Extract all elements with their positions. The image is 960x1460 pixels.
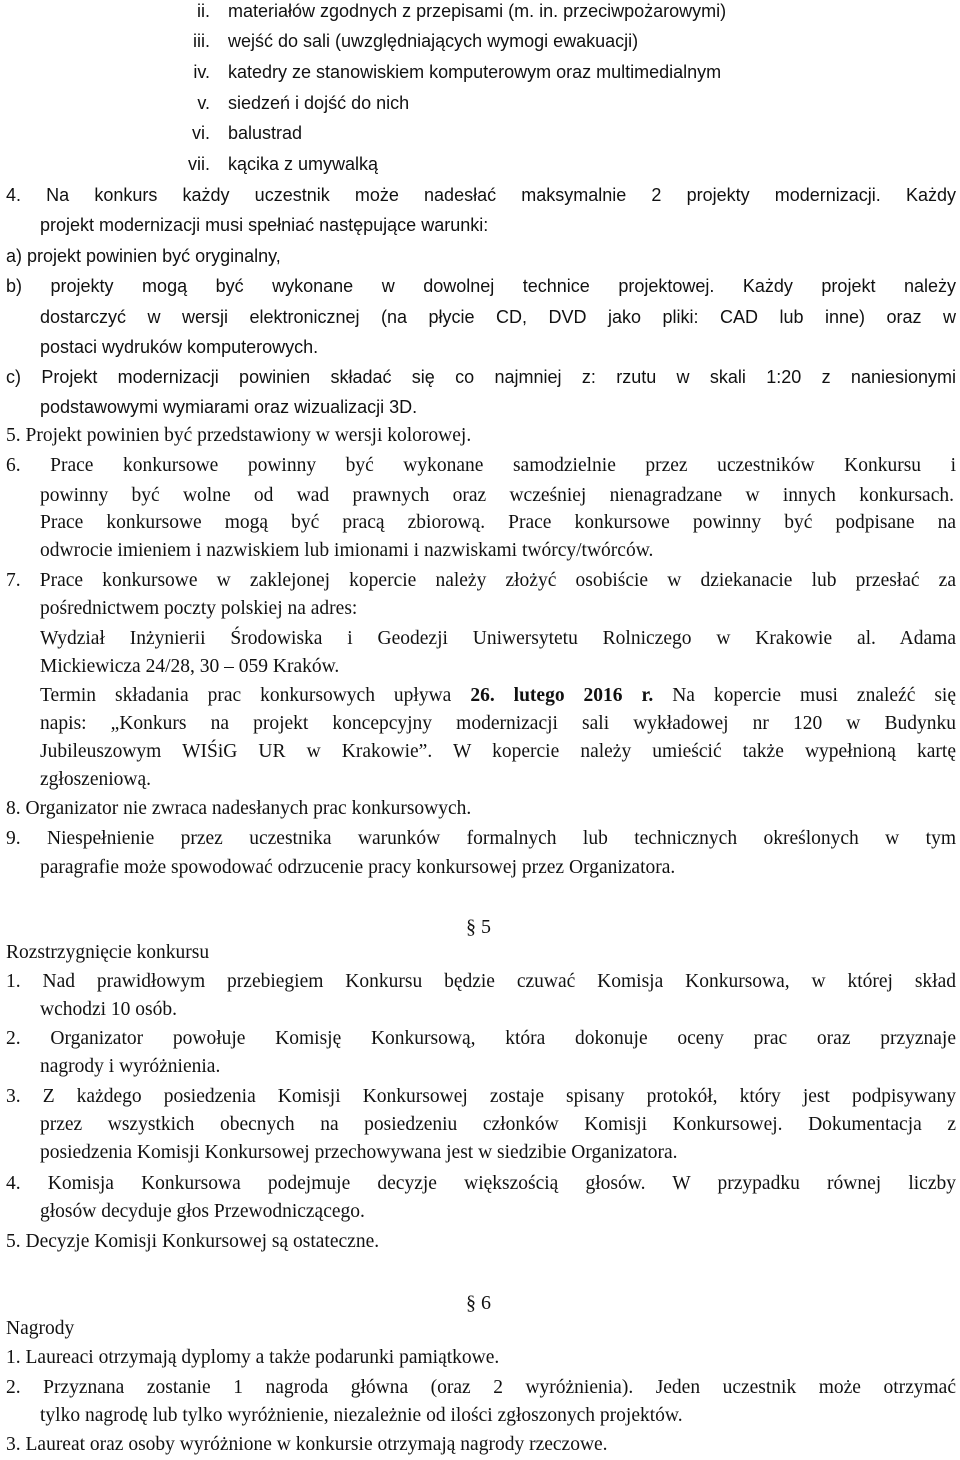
section6-item: 2. Przyznana zostanie 1 nagroda główna (oraz 2 wyróżnienia). Jeden uczestnik może otrzymać xyxy=(6,1377,956,1398)
p7-line: zgłoszeniową. xyxy=(40,769,152,790)
p4-line: 4. Na konkurs każdy uczestnik może nadesłać maksymalnie 2 projekty modernizacji. Każdy xyxy=(6,185,956,205)
section-sign: § 5 xyxy=(466,916,491,938)
paragraph-8: 8. Organizator nie zwraca nadesłanych prac konkursowych. xyxy=(6,798,472,819)
section5-item: nagrody i wyróżnienia. xyxy=(40,1056,221,1077)
deadline-text: Na kopercie musi znaleźć się xyxy=(653,685,956,706)
roman-number: v. xyxy=(197,93,210,113)
p4-item-a: a) projekt powinien być oryginalny, xyxy=(6,246,281,266)
roman-number: iv. xyxy=(193,62,210,82)
p6-line: Prace konkursowe mogą być pracą zbiorową. Prace konkursowe powinny być podpisane na xyxy=(40,512,956,533)
deadline-text: Termin składania prac konkursowych upływa xyxy=(40,685,471,706)
roman-item-text: materiałów zgodnych z przepisami (m. in. przeciwpożarowymi) xyxy=(228,1,727,21)
section5-item: 2. Organizator powołuje Komisję Konkursową, która dokonuje oceny prac oraz przyznaje xyxy=(6,1028,956,1049)
roman-item-text: balustrad xyxy=(228,123,303,143)
p7-line: napis: „Konkurs na projekt koncepcyjny modernizacji sali wykładowej nr 120 w Budynku xyxy=(40,713,956,734)
p7-line: 7. Prace konkursowe w zaklejonej kopercie należy złożyć osobiście w dziekanacie lub przesłać za xyxy=(6,570,956,591)
roman-number: vi. xyxy=(192,123,210,143)
p4-line: projekt modernizacji musi spełniać następujące warunki: xyxy=(40,215,489,235)
roman-number: vii. xyxy=(188,154,210,174)
section6-item: tylko nagrodę lub tylko wyróżnienie, niezależnie od ilości zgłoszonych projektów. xyxy=(40,1405,683,1426)
roman-item-text: kącika z umywalką xyxy=(228,154,379,174)
p7-line: pośrednictwem poczty polskiej na adres: xyxy=(40,598,358,619)
section-title: Nagrody xyxy=(6,1318,75,1339)
section5-item: 3. Z każdego posiedzenia Komisji Konkursowej zostaje spisany protokół, który jest podpisywany xyxy=(6,1086,956,1107)
paragraph-5: 5. Projekt powinien być przedstawiony w wersji kolorowej. xyxy=(6,425,472,446)
roman-item-text: katedry ze stanowiskiem komputerowym oraz multimedialnym xyxy=(228,62,722,82)
roman-number: ii. xyxy=(197,1,210,21)
p9-line: paragrafie może spowodować odrzucenie pracy konkursowej przez Organizatora. xyxy=(40,857,676,878)
p7-address: Mickiewicza 24/28, 30 – 059 Kraków. xyxy=(40,656,340,677)
p7-deadline xyxy=(40,685,956,707)
section-sign: § 6 xyxy=(466,1292,491,1314)
section6-item: 1. Laureaci otrzymają dyplomy a także podarunki pamiątkowe. xyxy=(6,1347,500,1368)
p7-address: Wydział Inżynierii Środowiska i Geodezji Uniwersytetu Rolniczego w Krakowie al. Adama xyxy=(40,628,956,649)
p4-item-c: podstawowymi wymiarami oraz wizualizacji 3D. xyxy=(40,397,418,417)
p6-line: odwrocie imieniem i nazwiskiem lub imionami i nazwiskami twórcy/twórców. xyxy=(40,540,654,561)
section5-item: 5. Decyzje Komisji Konkursowej są ostateczne. xyxy=(6,1231,380,1252)
p4-item-b: dostarczyć w wersji elektronicznej (na płycie CD, DVD jako pliki: CAD lub inne) oraz w xyxy=(40,307,956,327)
p7-line: Jubileuszowym WIŚiG UR w Krakowie”. W kopercie należy umieścić także wypełnioną kartę xyxy=(40,741,956,762)
section5-item: głosów decyduje głos Przewodniczącego. xyxy=(40,1201,365,1222)
roman-number: iii. xyxy=(193,31,210,51)
roman-item-text: wejść do sali (uwzględniających wymogi ewakuacji) xyxy=(228,31,639,51)
deadline-date: 26. lutego 2016 r. xyxy=(470,685,654,706)
section6-item: 3. Laureat oraz osoby wyróżnione w konkursie otrzymają nagrody rzeczowe. xyxy=(6,1434,608,1455)
section5-item: posiedzenia Komisji Konkursowej przechowywana jest w siedzibie Organizatora. xyxy=(40,1142,678,1163)
p4-item-b: b) projekty mogą być wykonane w dowolnej technice projektowej. Każdy projekt należy xyxy=(6,276,956,296)
p6-line: powinny być wolne od wad prawnych oraz wcześniej nienagradzane w innych konkursach. xyxy=(40,485,954,506)
roman-item-text: siedzeń i dojść do nich xyxy=(228,93,410,113)
p6-line: 6. Prace konkursowe powinny być wykonane samodzielnie przez uczestników Konkursu i xyxy=(6,455,956,476)
section5-item: wchodzi 10 osób. xyxy=(40,999,178,1020)
p4-item-b: postaci wydruków komputerowych. xyxy=(40,337,319,357)
section5-item: 4. Komisja Konkursowa podejmuje decyzje większością głosów. W przypadku równej liczby xyxy=(6,1173,956,1194)
section5-item: przez wszystkich obecnych na posiedzeniu członków Komisji Konkursowej. Dokumentacja z xyxy=(40,1114,956,1135)
p9-line: 9. Niespełnienie przez uczestnika warunków formalnych lub technicznych określonych w tym xyxy=(6,828,956,849)
section5-item: 1. Nad prawidłowym przebiegiem Konkursu będzie czuwać Komisja Konkursowa, w której skład xyxy=(6,971,956,992)
section-title: Rozstrzygnięcie konkursu xyxy=(6,942,210,963)
p4-item-c: c) Projekt modernizacji powinien składać się co najmniej z: rzutu w skali 1:20 z naniesionymi xyxy=(6,367,956,387)
